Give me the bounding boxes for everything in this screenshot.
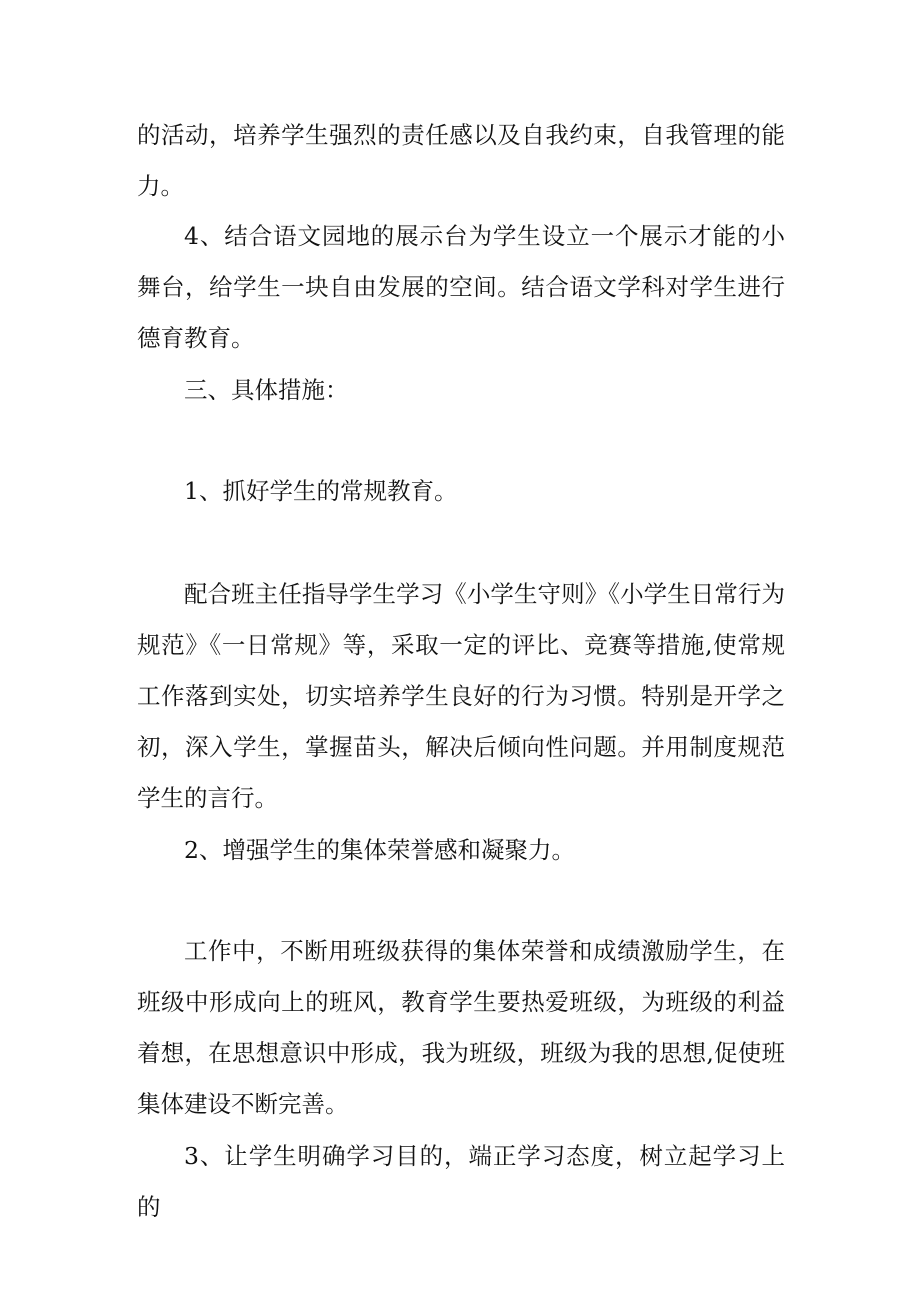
paragraph-item-4: 4、结合语文园地的展示台为学生设立一个展示才能的小舞台，给学生一块自由发展的空间。结合语文学科对学生进行德育教育。	[137, 222, 785, 352]
section-heading-measures: 三、具体措施：	[184, 376, 349, 404]
paragraph-collective-honor: 工作中，不断用班级获得的集体荣誉和成绩激励学生，在班级中形成向上的班风，教育学生要热爱班级，为班级的利益着想，在思想意识中形成，我为班级，班级为我的思想,促使班集体建设不断完善。	[137, 937, 785, 1118]
subheading-item-3: 3、让学生明确学习目的，端正学习态度，树立起学习上的	[137, 1142, 785, 1221]
paragraph-continuation: 的活动，培养学生强烈的责任感以及自我约束，自我管理的能力。	[137, 121, 785, 200]
paragraph-routine-education: 配合班主任指导学生学习《小学生守则》《小学生日常行为规范》《一日常规》等，采取一定的评比、竞赛等措施,使常规工作落到实处，切实培养学生良好的行为习惯。特别是开学之初，深入学生，掌握苗头，解决后倾向性问题。并用制度规范学生的言行。	[137, 580, 785, 812]
subheading-item-2: 2、增强学生的集体荣誉感和凝聚力。	[184, 836, 575, 864]
subheading-item-1: 1、抓好学生的常规教育。	[184, 477, 458, 505]
